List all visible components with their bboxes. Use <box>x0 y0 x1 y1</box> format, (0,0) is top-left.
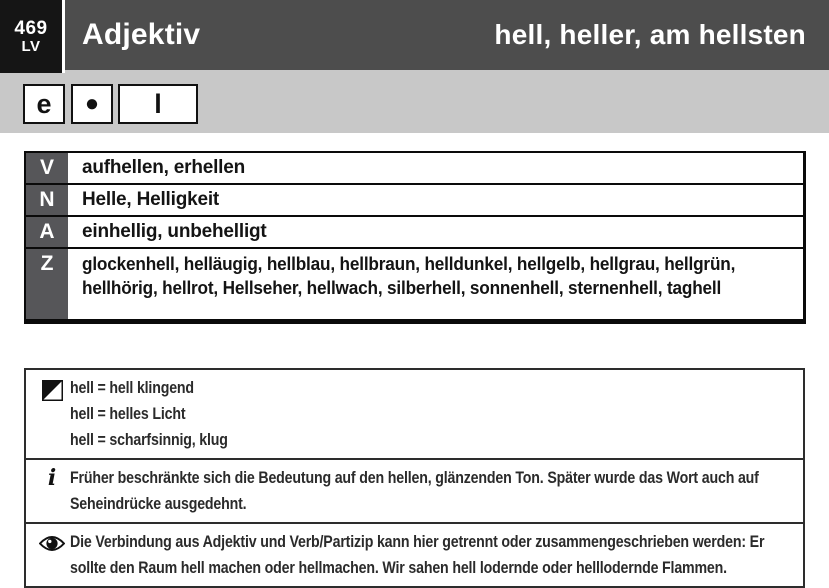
phonetic-box-vowel: e <box>23 84 65 124</box>
lesson-number: 469 <box>14 17 48 39</box>
meanings-text <box>70 375 797 453</box>
row-label-N: N <box>26 185 72 215</box>
notes-box <box>24 368 805 588</box>
row-label-Z: Z <box>26 249 72 319</box>
page-title: Adjektiv <box>82 18 201 51</box>
lesson-number-box <box>0 0 65 73</box>
header-bar <box>0 0 829 70</box>
row-content-compounds <box>72 249 803 319</box>
note-section-etymology <box>26 460 803 524</box>
orthography-text: Die Verbindung aus Adjektiv und Verb/Partizip kann hier getrennt oder zusammengeschrieben werden: Er sollte den Raum hell machen oder hellmachen. Wir sahen hell lodernde oder helllodernde Flammen. <box>70 533 765 577</box>
meaning-line: hell = helles Licht <box>70 405 186 423</box>
lesson-code: LV <box>21 37 41 55</box>
table-row-verb <box>26 153 803 185</box>
table-row-adjective <box>26 217 803 249</box>
row-content-verb: aufhellen, erhellen <box>82 157 246 178</box>
meaning-line: hell = hell klingend <box>70 379 194 397</box>
phonetic-box-consonant: l <box>118 84 198 124</box>
table-row-noun <box>26 185 803 217</box>
row-content-noun: Helle, Helligkeit <box>82 189 220 210</box>
eye-icon <box>34 529 70 581</box>
word-family-table <box>24 151 806 324</box>
row-content-adjective: einhellig, unbehelligt <box>82 221 267 242</box>
meaning-line: hell = scharfsinnig, klug <box>70 431 228 449</box>
compounds-text: glockenhell, helläugig, hellblau, hellbraun, helldunkel, hellgelb, hellgrau, hellgrün, hellhörig, hellrot, Hellseher, hellwach, silberhell, sonnenhell, sternenhell, taghell <box>82 253 736 298</box>
row-label-A: A <box>26 217 72 247</box>
row-label-V: V <box>26 153 72 183</box>
italic-i-icon: i <box>47 465 57 491</box>
etymology-text: Früher beschränkte sich die Bedeutung auf den hellen, glänzenden Ton. Später wurde das Wort auch auf Seheindrücke ausgedehnt. <box>70 469 759 513</box>
note-section-meanings <box>26 370 803 460</box>
phonetic-box-stress-dot: ● <box>71 84 113 124</box>
table-row-compounds <box>26 249 803 319</box>
word-forms-heading: hell, heller, am hellsten <box>494 19 806 50</box>
diagonal-split-square-icon <box>34 375 70 453</box>
note-section-orthography <box>26 524 803 586</box>
phonetic-band <box>0 70 829 133</box>
